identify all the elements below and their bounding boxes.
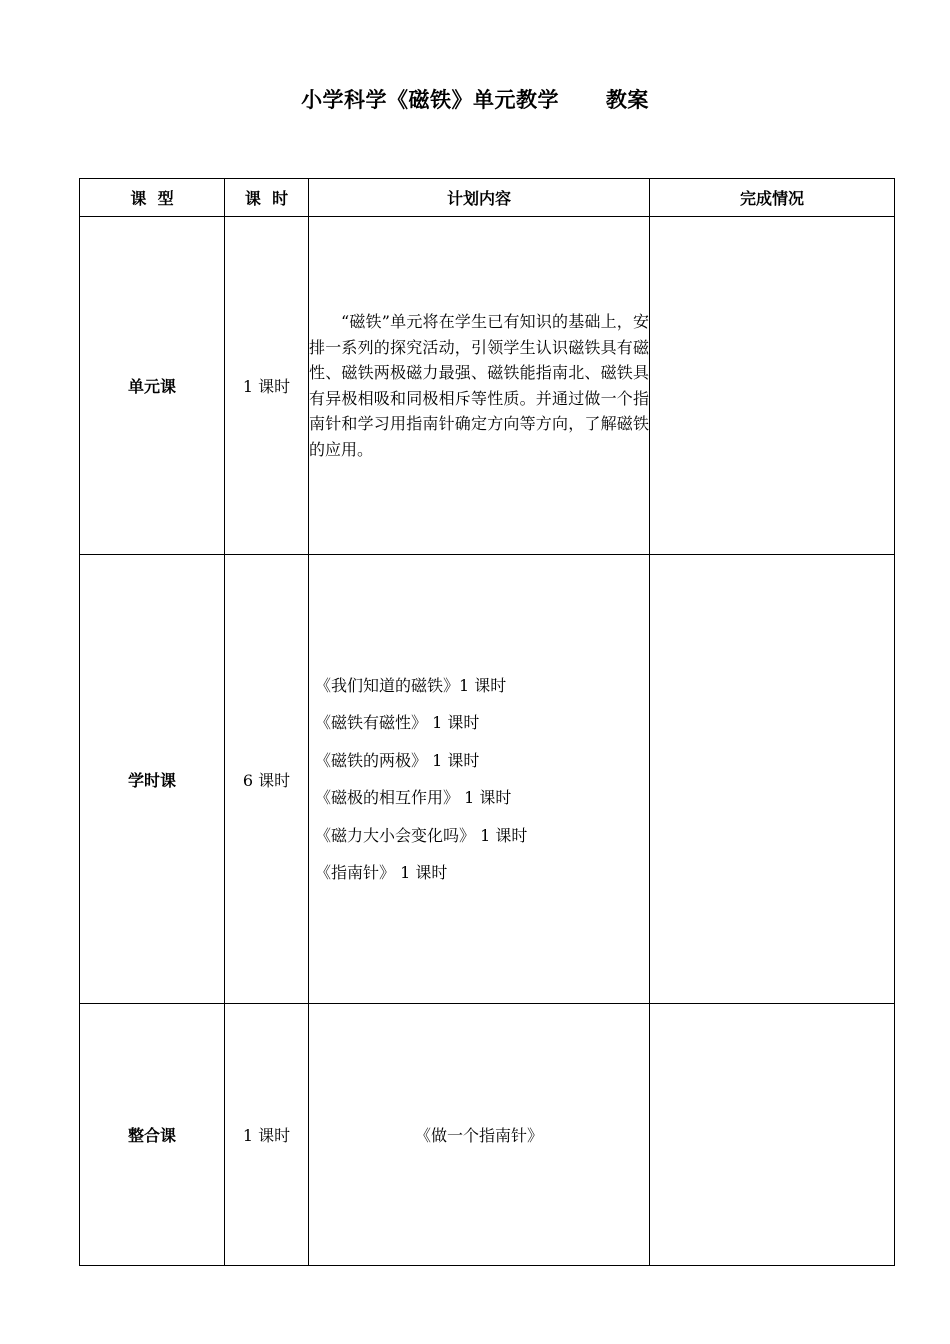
table-row <box>80 217 895 555</box>
row-hours: 6 课时 <box>225 555 309 1004</box>
row-status <box>650 1004 895 1266</box>
row-hours: 1 课时 <box>225 1004 309 1266</box>
header-content: 计划内容 <box>309 179 650 217</box>
unit-description: “磁铁”单元将在学生已有知识的基础上，安排一系列的探究活动，引领学生认识磁铁具有磁性、磁铁两极磁力最强、磁铁能指南北、磁铁具有异极相吸和同极相斥等性质。并通过做一个指南针和学习用指南针确定方向等方向，了解磁铁的应用。 <box>309 312 649 459</box>
integration-lesson: 《做一个指南针》 <box>414 1126 543 1145</box>
row-status <box>650 217 895 555</box>
page-title: 小学科学《磁铁》单元教学 教案 <box>301 88 649 112</box>
list-item: 《磁极的相互作用》 1 课时 <box>315 788 512 807</box>
table-header-row <box>80 179 895 217</box>
lesson-plan-table <box>79 178 895 1266</box>
list-item: 《磁铁有磁性》 1 课时 <box>315 713 480 732</box>
table-row <box>80 1004 895 1266</box>
table-row <box>80 555 895 1004</box>
header-status: 完成情况 <box>650 179 895 217</box>
header-type: 课 型 <box>80 179 225 217</box>
list-item: 《磁力大小会变化吗》 1 课时 <box>315 825 528 845</box>
row-content <box>309 555 650 1004</box>
row-type: 单元课 <box>80 217 225 555</box>
list-item: 《磁铁的两极》 1 课时 <box>315 750 480 770</box>
row-hours: 1 课时 <box>225 217 309 555</box>
header-hours: 课 时 <box>225 179 309 217</box>
list-item: 《我们知道的磁铁》1 课时 <box>315 675 507 695</box>
row-type: 学时课 <box>80 555 225 1004</box>
list-item: 《指南针》 1 课时 <box>315 863 448 882</box>
row-content <box>309 217 650 555</box>
row-type: 整合课 <box>80 1004 225 1266</box>
lesson-list <box>309 667 649 892</box>
row-status <box>650 555 895 1004</box>
row-content <box>309 1004 650 1266</box>
